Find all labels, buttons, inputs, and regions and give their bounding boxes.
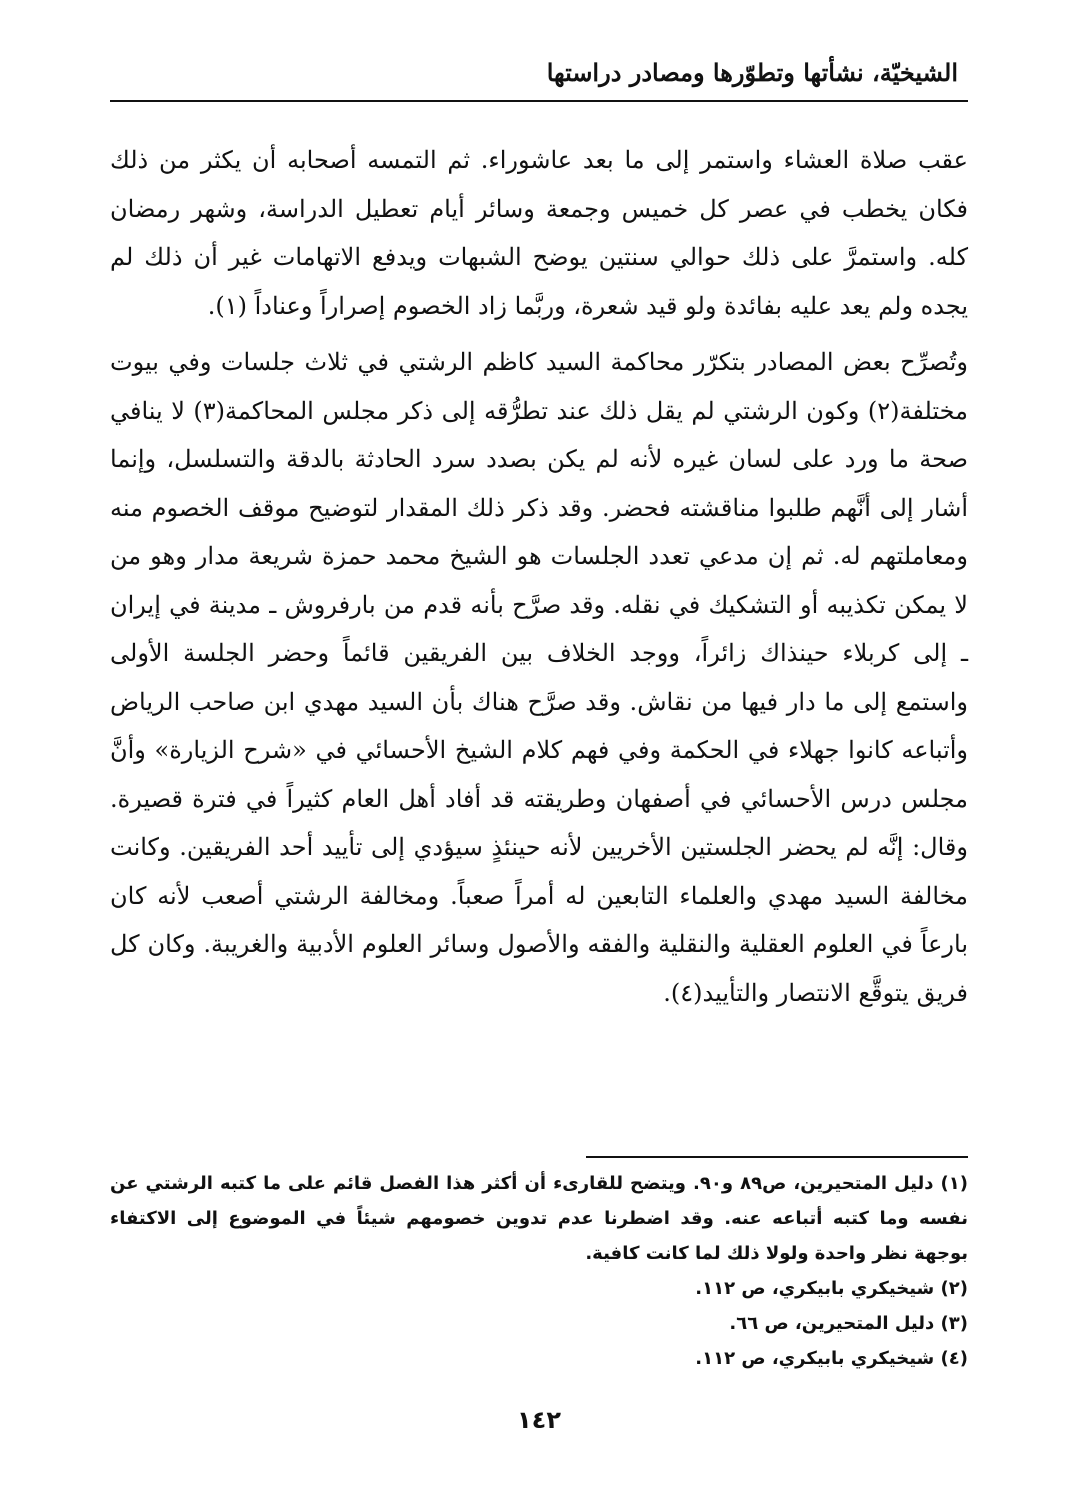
footnote-1: (١) دليل المتحيرين، ص٨٩ و٩٠. ويتضح للقارىء أن أكثر هذا الفصل قائم على ما كتبه الرشتي عن نفسه وما كتبه أتباعه عنه. وقد اضطرنا عدم تدوين خصومهم شيئاً في الموضوع إلى الاكتفاء بوجهة نظر واحدة ولولا ذلك لما كانت كافية. bbox=[110, 1173, 968, 1264]
footnotes bbox=[110, 1166, 968, 1376]
paragraph-2: وتُصرِّح بعض المصادر بتكرّر محاكمة السيد كاظم الرشتي في ثلاث جلسات وفي بيوت مختلفة(٢) وكون الرشتي لم يقل ذلك عند تطرُّقه إلى ذكر مجلس المحاكمة(٣) لا ينافي صحة ما ورد على لسان غيره لأنه لم يكن بصدد سرد الحادثة بالدقة والتسلسل، وإنما أشار إلى أنَّهم طلبوا مناقشته فحضر. وقد ذكر ذلك المقدار لتوضيح موقف الخصوم منه ومعاملتهم له. ثم إن مدعي تعدد الجلسات هو الشيخ محمد حمزة شريعة مدار وهو من لا يمكن تكذيبه أو التشكيك في نقله. وقد صرَّح بأنه قدم من بارفروش ـ مدينة في إيران ـ إلى كربلاء حينذاك زائراً، ووجد الخلاف بين الفريقين قائماً وحضر الجلسة الأولى واستمع إلى ما دار فيها من نقاش. وقد صرَّح هناك بأن السيد مهدي ابن صاحب الرياض وأتباعه كانوا جهلاء في الحكمة وفي فهم كلام الشيخ الأحسائي في «شرح الزيارة» وأنَّ مجلس درس الأحسائي في أصفهان وطريقته قد أفاد أهل العام كثيراً في فترة قصيرة. وقال: إنَّه لم يحضر الجلستين الأخريين لأنه حينئذٍ سيؤدي إلى تأييد أحد الفريقين. وكانت مخالفة السيد مهدي والعلماء التابعين له أمراً صعباً. ومخالفة الرشتي أصعب لأنه كان بارعاً في العلوم العقلية والنقلية والفقه والأصول وسائر العلوم الأدبية والغريبة. وكان كل فريق يتوقَّع الانتصار والتأييد(٤). bbox=[110, 348, 969, 1007]
footnote-3: (٣) دليل المتحيرين، ص ٦٦. bbox=[729, 1313, 968, 1334]
running-header-title: الشيخيّة، نشأتها وتطوّرها ومصادر دراستها bbox=[546, 58, 958, 87]
footnote-4: (٤) شيخيكري بابيكري، ص ١١٢. bbox=[695, 1348, 968, 1369]
footnote-2: (٢) شيخيكري بابيكري، ص ١١٢. bbox=[695, 1278, 968, 1299]
header-divider bbox=[110, 100, 968, 102]
main-text bbox=[110, 136, 968, 1017]
paragraph-1: عقب صلاة العشاء واستمر إلى ما بعد عاشوراء. ثم التمسه أصحابه أن يكثر من ذلك فكان يخطب في عصر كل خميس وجمعة وسائر أيام تعطيل الدراسة، وشهر رمضان كله. واستمرَّ على ذلك حوالي سنتين يوضح الشبهات ويدفع الاتهامات غير أن ذلك لم يجده ولم يعد عليه بفائدة ولو قيد شعرة، وربَّما زاد الخصوم إصراراً وعناداً (١). bbox=[110, 146, 969, 320]
footnote-divider bbox=[586, 1156, 968, 1158]
page-number: ١٤٢ bbox=[517, 1406, 561, 1434]
